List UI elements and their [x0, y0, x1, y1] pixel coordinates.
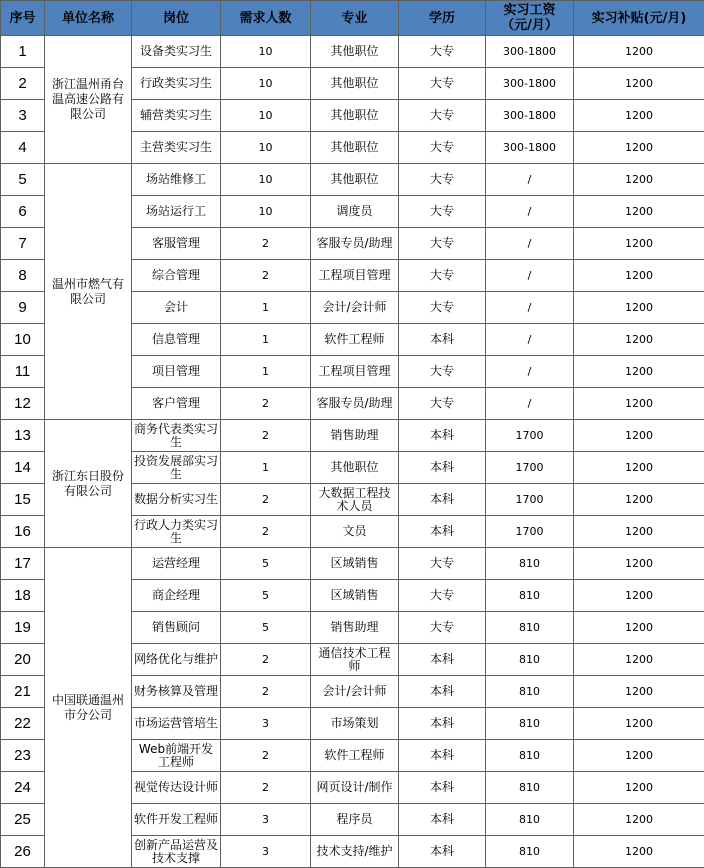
count-cell: 2 — [221, 772, 311, 804]
header-count: 需求人数 — [221, 1, 311, 36]
wage-cell: 300-1800 — [486, 36, 574, 68]
header-unit: 单位名称 — [45, 1, 132, 36]
wage-cell: 300-1800 — [486, 68, 574, 100]
wage-cell: 810 — [486, 676, 574, 708]
unit-name: 温州市燃气有限公司 — [45, 164, 132, 420]
education-cell: 大专 — [399, 292, 486, 324]
education-cell: 本科 — [399, 644, 486, 676]
count-cell: 2 — [221, 484, 311, 516]
wage-cell: 1700 — [486, 516, 574, 548]
wage-cell: 810 — [486, 836, 574, 868]
subsidy-cell: 1200 — [574, 68, 704, 100]
position-cell: 商企经理 — [132, 580, 221, 612]
count-cell: 10 — [221, 36, 311, 68]
education-cell: 本科 — [399, 804, 486, 836]
count-cell: 2 — [221, 420, 311, 452]
wage-cell: 810 — [486, 580, 574, 612]
wage-cell: / — [486, 356, 574, 388]
position-cell: 客服管理 — [132, 228, 221, 260]
count-cell: 10 — [221, 196, 311, 228]
count-cell: 3 — [221, 708, 311, 740]
position-cell: 行政人力类实习生 — [132, 516, 221, 548]
header-subsidy: 实习补贴(元/月) — [574, 1, 704, 36]
education-cell: 大专 — [399, 548, 486, 580]
subsidy-cell: 1200 — [574, 804, 704, 836]
row-index: 26 — [1, 836, 45, 868]
subsidy-cell: 1200 — [574, 772, 704, 804]
wage-cell: / — [486, 388, 574, 420]
row-index: 18 — [1, 580, 45, 612]
major-cell: 调度员 — [311, 196, 399, 228]
wage-cell: 810 — [486, 772, 574, 804]
count-cell: 2 — [221, 740, 311, 772]
education-cell: 本科 — [399, 708, 486, 740]
count-cell: 1 — [221, 356, 311, 388]
row-index: 2 — [1, 68, 45, 100]
wage-cell: 810 — [486, 644, 574, 676]
count-cell: 5 — [221, 580, 311, 612]
position-cell: 主营类实习生 — [132, 132, 221, 164]
wage-cell: 810 — [486, 612, 574, 644]
education-cell: 大专 — [399, 388, 486, 420]
row-index: 25 — [1, 804, 45, 836]
subsidy-cell: 1200 — [574, 100, 704, 132]
table-row — [1, 420, 704, 452]
major-cell: 区域销售 — [311, 548, 399, 580]
table-row — [1, 164, 704, 196]
subsidy-cell: 1200 — [574, 292, 704, 324]
row-index: 8 — [1, 260, 45, 292]
major-cell: 其他职位 — [311, 36, 399, 68]
subsidy-cell: 1200 — [574, 708, 704, 740]
position-cell: 辅营类实习生 — [132, 100, 221, 132]
count-cell: 3 — [221, 804, 311, 836]
major-cell: 客服专员/助理 — [311, 228, 399, 260]
position-cell: 综合管理 — [132, 260, 221, 292]
row-index: 12 — [1, 388, 45, 420]
education-cell: 本科 — [399, 836, 486, 868]
count-cell: 10 — [221, 68, 311, 100]
position-cell: 视觉传达设计师 — [132, 772, 221, 804]
subsidy-cell: 1200 — [574, 196, 704, 228]
education-cell: 大专 — [399, 612, 486, 644]
education-cell: 本科 — [399, 772, 486, 804]
education-cell: 大专 — [399, 68, 486, 100]
subsidy-cell: 1200 — [574, 324, 704, 356]
position-cell: 创新产品运营及技术支撑 — [132, 836, 221, 868]
major-cell: 通信技术工程师 — [311, 644, 399, 676]
education-cell: 大专 — [399, 228, 486, 260]
wage-cell: 810 — [486, 740, 574, 772]
education-cell: 大专 — [399, 164, 486, 196]
position-cell: 销售顾问 — [132, 612, 221, 644]
wage-cell: 810 — [486, 708, 574, 740]
position-cell: 软件开发工程师 — [132, 804, 221, 836]
row-index: 6 — [1, 196, 45, 228]
subsidy-cell: 1200 — [574, 260, 704, 292]
major-cell: 区域销售 — [311, 580, 399, 612]
major-cell: 文员 — [311, 516, 399, 548]
position-cell: 网络优化与维护 — [132, 644, 221, 676]
position-cell: 商务代表类实习生 — [132, 420, 221, 452]
subsidy-cell: 1200 — [574, 132, 704, 164]
major-cell: 其他职位 — [311, 100, 399, 132]
count-cell: 1 — [221, 324, 311, 356]
count-cell: 10 — [221, 100, 311, 132]
subsidy-cell: 1200 — [574, 644, 704, 676]
position-cell: 财务核算及管理 — [132, 676, 221, 708]
major-cell: 其他职位 — [311, 132, 399, 164]
row-index: 21 — [1, 676, 45, 708]
header-wage: 实习工资 （元/月） — [486, 1, 574, 36]
count-cell: 2 — [221, 388, 311, 420]
education-cell: 本科 — [399, 452, 486, 484]
major-cell: 客服专员/助理 — [311, 388, 399, 420]
major-cell: 其他职位 — [311, 164, 399, 196]
row-index: 5 — [1, 164, 45, 196]
position-cell: 场站维修工 — [132, 164, 221, 196]
major-cell: 工程项目管理 — [311, 260, 399, 292]
major-cell: 工程项目管理 — [311, 356, 399, 388]
row-index: 9 — [1, 292, 45, 324]
major-cell: 软件工程师 — [311, 324, 399, 356]
wage-cell: 1700 — [486, 452, 574, 484]
education-cell: 本科 — [399, 516, 486, 548]
major-cell: 技术支持/维护 — [311, 836, 399, 868]
subsidy-cell: 1200 — [574, 356, 704, 388]
count-cell: 5 — [221, 548, 311, 580]
count-cell: 3 — [221, 836, 311, 868]
wage-cell: / — [486, 324, 574, 356]
major-cell: 软件工程师 — [311, 740, 399, 772]
subsidy-cell: 1200 — [574, 388, 704, 420]
subsidy-cell: 1200 — [574, 484, 704, 516]
subsidy-cell: 1200 — [574, 740, 704, 772]
education-cell: 本科 — [399, 740, 486, 772]
count-cell: 2 — [221, 228, 311, 260]
education-cell: 本科 — [399, 420, 486, 452]
row-index: 22 — [1, 708, 45, 740]
header-major: 专业 — [311, 1, 399, 36]
major-cell: 其他职位 — [311, 68, 399, 100]
count-cell: 2 — [221, 260, 311, 292]
position-cell: 数据分析实习生 — [132, 484, 221, 516]
count-cell: 1 — [221, 292, 311, 324]
wage-cell: / — [486, 260, 574, 292]
position-cell: 行政类实习生 — [132, 68, 221, 100]
subsidy-cell: 1200 — [574, 580, 704, 612]
wage-cell: 1700 — [486, 420, 574, 452]
row-index: 10 — [1, 324, 45, 356]
header-index: 序号 — [1, 1, 45, 36]
wage-cell: / — [486, 228, 574, 260]
row-index: 14 — [1, 452, 45, 484]
count-cell: 2 — [221, 676, 311, 708]
education-cell: 大专 — [399, 132, 486, 164]
row-index: 16 — [1, 516, 45, 548]
subsidy-cell: 1200 — [574, 548, 704, 580]
major-cell: 销售助理 — [311, 612, 399, 644]
education-cell: 大专 — [399, 580, 486, 612]
position-cell: 运营经理 — [132, 548, 221, 580]
major-cell: 大数据工程技术人员 — [311, 484, 399, 516]
row-index: 7 — [1, 228, 45, 260]
subsidy-cell: 1200 — [574, 836, 704, 868]
subsidy-cell: 1200 — [574, 36, 704, 68]
table-row — [1, 36, 704, 68]
wage-cell: 1700 — [486, 484, 574, 516]
unit-name: 浙江温州甬台温高速公路有限公司 — [45, 36, 132, 164]
header-education: 学历 — [399, 1, 486, 36]
position-cell: 会计 — [132, 292, 221, 324]
position-cell: 设备类实习生 — [132, 36, 221, 68]
count-cell: 2 — [221, 516, 311, 548]
education-cell: 大专 — [399, 36, 486, 68]
table-body — [1, 36, 704, 868]
count-cell: 1 — [221, 452, 311, 484]
education-cell: 大专 — [399, 100, 486, 132]
major-cell: 会计/会计师 — [311, 292, 399, 324]
count-cell: 10 — [221, 132, 311, 164]
unit-name: 中国联通温州市分公司 — [45, 548, 132, 868]
table-row — [1, 548, 704, 580]
count-cell: 5 — [221, 612, 311, 644]
subsidy-cell: 1200 — [574, 452, 704, 484]
position-cell: 投资发展部实习生 — [132, 452, 221, 484]
subsidy-cell: 1200 — [574, 516, 704, 548]
row-index: 23 — [1, 740, 45, 772]
position-cell: 项目管理 — [132, 356, 221, 388]
subsidy-cell: 1200 — [574, 676, 704, 708]
wage-cell: / — [486, 196, 574, 228]
position-cell: Web前端开发工程师 — [132, 740, 221, 772]
major-cell: 会计/会计师 — [311, 676, 399, 708]
row-index: 17 — [1, 548, 45, 580]
education-cell: 大专 — [399, 260, 486, 292]
row-index: 24 — [1, 772, 45, 804]
row-index: 13 — [1, 420, 45, 452]
major-cell: 其他职位 — [311, 452, 399, 484]
position-cell: 客户管理 — [132, 388, 221, 420]
row-index: 20 — [1, 644, 45, 676]
education-cell: 本科 — [399, 484, 486, 516]
count-cell: 2 — [221, 644, 311, 676]
count-cell: 10 — [221, 164, 311, 196]
major-cell: 市场策划 — [311, 708, 399, 740]
row-index: 4 — [1, 132, 45, 164]
unit-name: 浙江东日股份有限公司 — [45, 420, 132, 548]
row-index: 11 — [1, 356, 45, 388]
wage-cell: / — [486, 164, 574, 196]
wage-cell: 300-1800 — [486, 100, 574, 132]
row-index: 19 — [1, 612, 45, 644]
education-cell: 大专 — [399, 196, 486, 228]
wage-cell: / — [486, 292, 574, 324]
row-index: 15 — [1, 484, 45, 516]
subsidy-cell: 1200 — [574, 164, 704, 196]
row-index: 3 — [1, 100, 45, 132]
position-cell: 市场运营管培生 — [132, 708, 221, 740]
subsidy-cell: 1200 — [574, 612, 704, 644]
major-cell: 程序员 — [311, 804, 399, 836]
education-cell: 本科 — [399, 676, 486, 708]
subsidy-cell: 1200 — [574, 420, 704, 452]
position-cell: 场站运行工 — [132, 196, 221, 228]
major-cell: 网页设计/制作 — [311, 772, 399, 804]
major-cell: 销售助理 — [311, 420, 399, 452]
subsidy-cell: 1200 — [574, 228, 704, 260]
wage-cell: 300-1800 — [486, 132, 574, 164]
row-index: 1 — [1, 36, 45, 68]
education-cell: 本科 — [399, 324, 486, 356]
wage-cell: 810 — [486, 804, 574, 836]
education-cell: 大专 — [399, 356, 486, 388]
header-position: 岗位 — [132, 1, 221, 36]
header-row — [1, 1, 704, 36]
wage-cell: 810 — [486, 548, 574, 580]
position-cell: 信息管理 — [132, 324, 221, 356]
